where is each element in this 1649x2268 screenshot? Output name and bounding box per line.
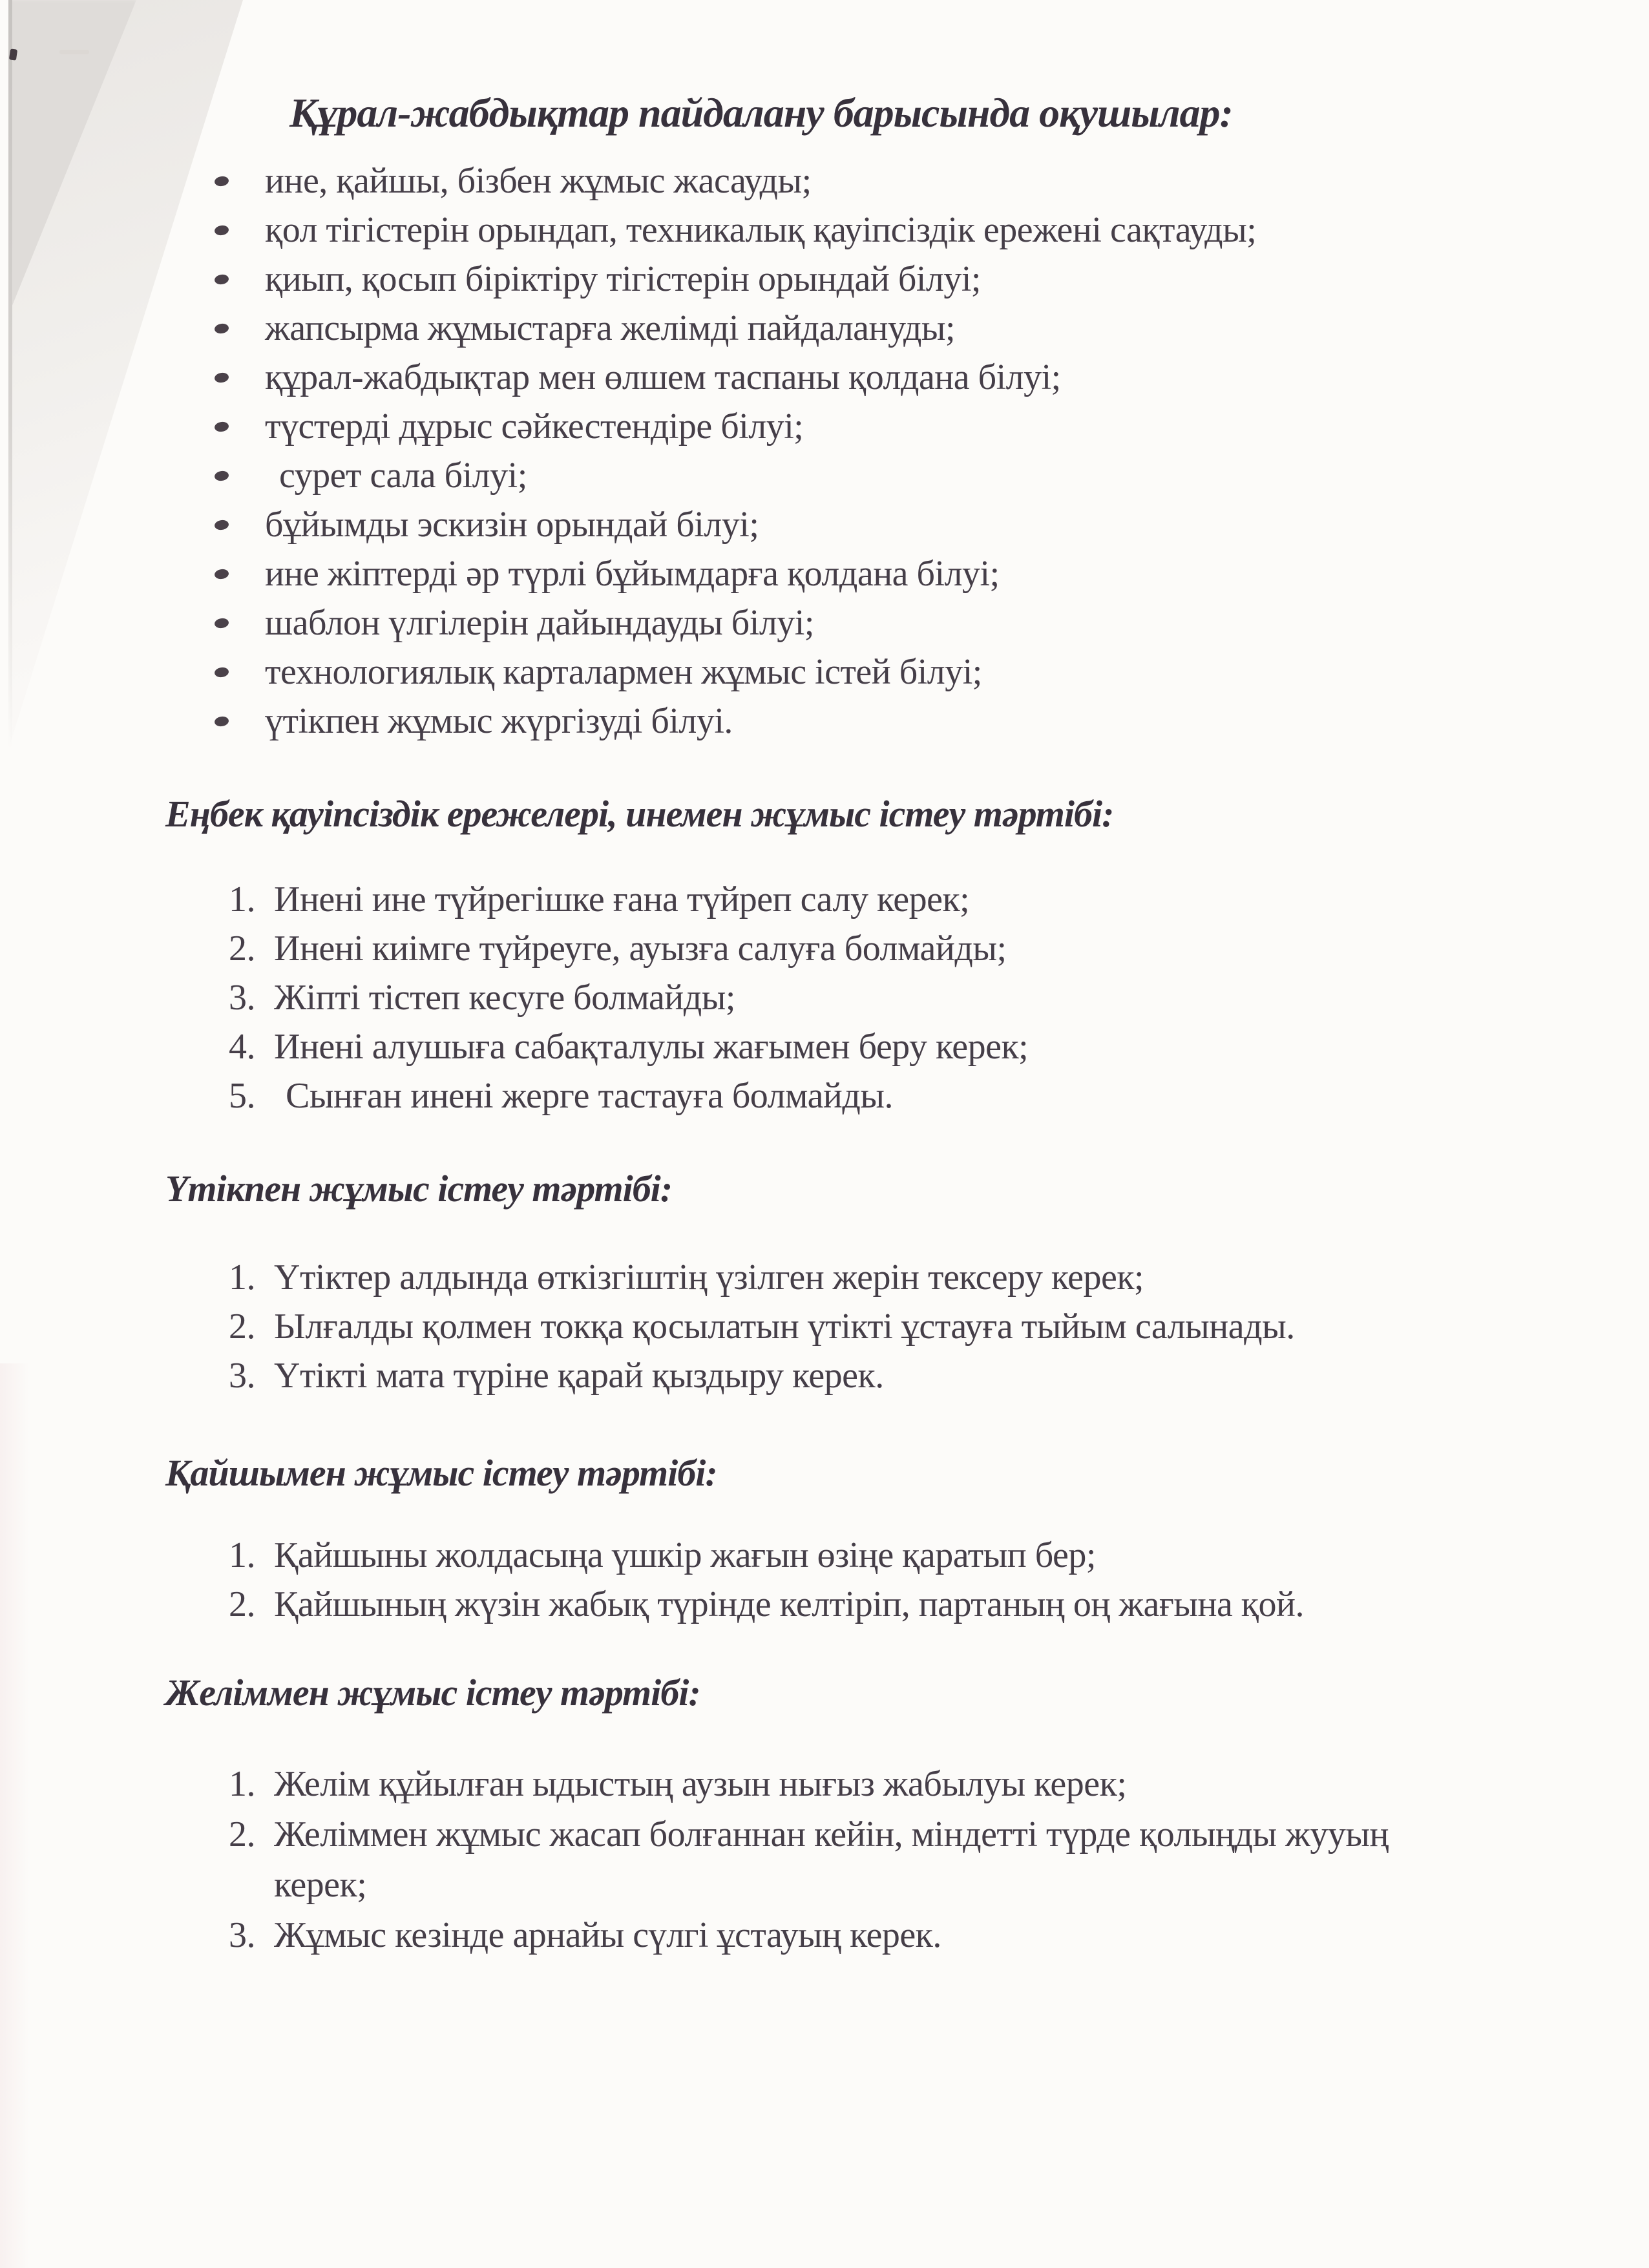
item-number: 1. xyxy=(229,879,255,919)
bullet-icon xyxy=(214,716,229,728)
numbered-item xyxy=(0,1910,1649,1960)
item-text: Қайшыны жолдасыңа үшкір жағын өзіңе қаратып бер; xyxy=(274,1535,1096,1575)
bullet-text: бұйымды эскизін орындай білуі; xyxy=(265,505,759,545)
item-number: 1. xyxy=(229,1535,255,1575)
item-text: Үтіктер алдында өткізгіштің үзілген жерін тексеру керек; xyxy=(274,1257,1144,1297)
item-text: Қайшының жүзін жабық түрінде келтіріп, партаның оң жағына қой. xyxy=(274,1584,1304,1624)
bullet-list xyxy=(0,156,1649,746)
bullet-item xyxy=(0,500,1649,549)
numbered-item xyxy=(0,1809,1649,1910)
item-number: 5. xyxy=(229,1076,255,1116)
bullet-icon xyxy=(214,618,229,629)
bullet-item xyxy=(0,647,1649,697)
bullet-item xyxy=(0,451,1649,500)
item-text: Жіпті тістеп кесуге болмайды; xyxy=(274,978,735,1018)
bullet-item xyxy=(0,598,1649,647)
bullet-item xyxy=(0,304,1649,353)
numbered-item xyxy=(0,1759,1649,1809)
bullet-icon xyxy=(214,421,229,433)
bullet-item xyxy=(0,353,1649,402)
bullet-icon xyxy=(214,274,229,286)
item-text: Желім құйылған ыдыстың аузын нығыз жабылуы керек; xyxy=(274,1764,1127,1804)
bullet-text: шаблон үлгілерін дайындауды білуі; xyxy=(265,603,814,643)
numbered-list-needle xyxy=(0,875,1649,1120)
bullet-text: сурет сала білуі; xyxy=(279,456,527,496)
item-text: Үтікті мата түріне қарай қыздыру керек. xyxy=(274,1356,884,1396)
section-heading-glue: Желіммен жұмыс істеу тәртібі: xyxy=(165,1672,700,1714)
item-text: Жұмыс кезінде арнайы сүлгі ұстауың керек. xyxy=(274,1915,941,1955)
item-number: 1. xyxy=(229,1764,255,1804)
bullet-item xyxy=(0,697,1649,746)
scan-ink-speck xyxy=(9,48,17,60)
numbered-item xyxy=(0,875,1649,924)
bullet-text: жапсырма жұмыстарға желімді пайдалануды; xyxy=(265,308,956,348)
bullet-text: түстерді дұрыс сәйкестендіре білуі; xyxy=(265,406,804,446)
numbered-list-glue xyxy=(0,1759,1649,1960)
bullet-text: ине жіптерді әр түрлі бұйымдарға қолдана білуі; xyxy=(265,554,1000,594)
bullet-text: үтікпен жұмыс жүргізуді білуі. xyxy=(265,701,733,741)
bullet-item xyxy=(0,402,1649,451)
bullet-icon xyxy=(214,470,229,482)
bullet-icon xyxy=(214,225,229,236)
bullet-icon xyxy=(214,323,229,335)
bullet-icon xyxy=(214,569,229,580)
numbered-item xyxy=(0,1531,1649,1580)
item-number: 3. xyxy=(229,1356,255,1396)
bullet-item xyxy=(0,205,1649,255)
bullet-icon xyxy=(214,372,229,384)
bullet-icon xyxy=(214,667,229,678)
bullet-text: құрал-жабдықтар мен өлшем таспаны қолдана білуі; xyxy=(265,357,1061,397)
page-title: Құрал-жабдықтар пайдалану барысында оқушылар: xyxy=(289,90,1233,136)
bullet-icon xyxy=(214,176,229,187)
item-number: 2. xyxy=(229,1814,255,1854)
bullet-text: қиып, қосып біріктіру тігістерін орындай білуі; xyxy=(265,259,981,299)
section-heading-needle-safety: Еңбек қауіпсіздік ережелері, инемен жұмыс істеу тәртібі: xyxy=(165,793,1114,835)
item-number: 3. xyxy=(229,978,255,1018)
bullet-text: технологиялық карталармен жұмыс істей білуі; xyxy=(265,652,982,692)
item-number: 2. xyxy=(229,929,255,969)
section-heading-scissors: Қайшымен жұмыс істеу тәртібі: xyxy=(165,1452,717,1494)
numbered-list-iron xyxy=(0,1253,1649,1400)
numbered-item xyxy=(0,1580,1649,1629)
numbered-item xyxy=(0,1022,1649,1071)
numbered-item xyxy=(0,973,1649,1022)
bullet-item xyxy=(0,255,1649,304)
bullet-text: ине, қайшы, бізбен жұмыс жасауды; xyxy=(265,161,812,201)
item-text: Желіммен жұмыс жасап болғаннан кейін, міндетті түрде қолыңды жууың керек; xyxy=(274,1814,1389,1905)
item-number: 2. xyxy=(229,1307,255,1347)
item-text: Инені алушыға сабақталулы жағымен беру керек; xyxy=(274,1027,1029,1067)
item-text: Инені киімге түйреуге, ауызға салуға болмайды; xyxy=(274,929,1007,969)
numbered-item xyxy=(0,1302,1649,1351)
numbered-item xyxy=(0,1071,1649,1120)
bullet-icon xyxy=(214,520,229,531)
item-number: 2. xyxy=(229,1584,255,1624)
item-number: 1. xyxy=(229,1257,255,1297)
scan-faint-mark xyxy=(59,50,89,54)
numbered-item xyxy=(0,1253,1649,1302)
item-text: Ылғалды қолмен токқа қосылатын үтікті ұстауға тыйым салынады. xyxy=(274,1307,1295,1347)
item-text: Сынған инені жерге тастауға болмайды. xyxy=(286,1076,894,1116)
item-number: 4. xyxy=(229,1027,255,1067)
numbered-list-scissors xyxy=(0,1531,1649,1629)
item-text: Инені ине түйрегішке ғана түйреп салу керек; xyxy=(274,879,970,919)
bullet-item xyxy=(0,549,1649,598)
bullet-text: қол тігістерін орындап, техникалық қауіпсіздік ережені сақтауды; xyxy=(265,210,1257,250)
numbered-item xyxy=(0,1351,1649,1400)
numbered-item xyxy=(0,924,1649,973)
bullet-item xyxy=(0,156,1649,205)
section-heading-iron: Үтікпен жұмыс істеу тәртібі: xyxy=(165,1168,673,1210)
item-number: 3. xyxy=(229,1915,255,1955)
